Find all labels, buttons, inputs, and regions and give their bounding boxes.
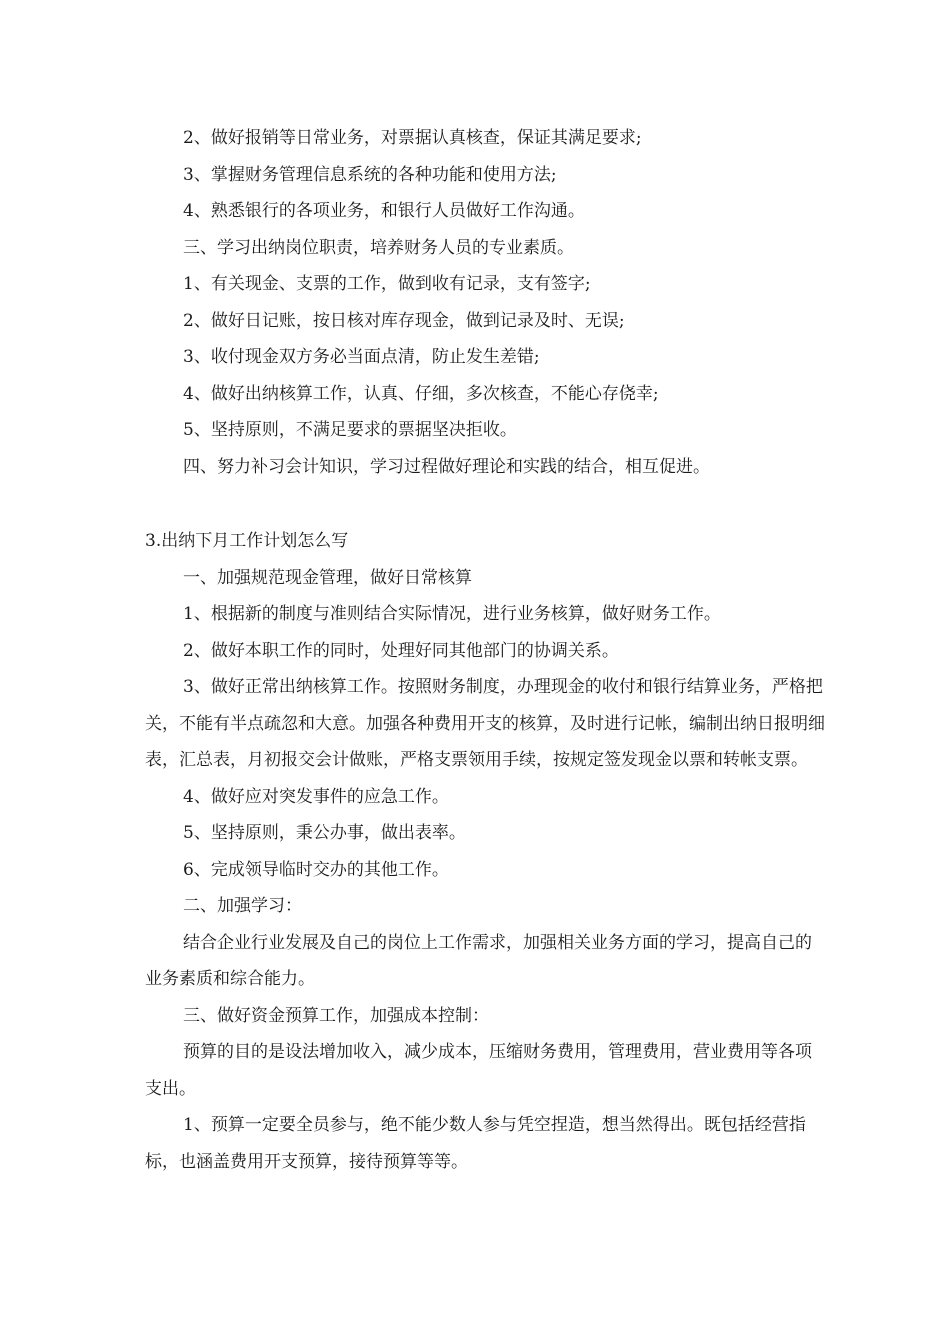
paragraph: 结合企业行业发展及自己的岗位上工作需求，加强相关业务方面的学习，提高自己的业务素质和综合能力。 [145, 932, 812, 989]
paragraph: 1、根据新的制度与准则结合实际情况，进行业务核算，做好财务工作。 [183, 604, 721, 624]
paragraph: 一、加强规范现金管理，做好日常核算 [183, 567, 472, 588]
paragraph: 6、完成领导临时交办的其他工作。 [183, 859, 449, 880]
paragraph: 2、做好报销等日常业务，对票据认真核查，保证其满足要求; [183, 128, 642, 148]
section-3 [145, 523, 825, 1180]
paragraph: 5、坚持原则，不满足要求的票据坚决拒收。 [183, 420, 517, 440]
paragraph: 二、加强学习： [183, 896, 302, 916]
paragraph: 3、收付现金双方务必当面点清，防止发生差错; [183, 347, 540, 367]
paragraph: 2、做好本职工作的同时，处理好同其他部门的协调关系。 [183, 640, 619, 661]
paragraph: 预算的目的是设法增加收入，减少成本，压缩财务费用，管理费用，营业费用等各项支出。 [145, 1042, 812, 1099]
document-page [145, 120, 825, 1180]
paragraph: 三、做好资金预算工作，加强成本控制： [183, 1005, 489, 1026]
paragraph: 三、学习出纳岗位职责，培养财务人员的专业素质。 [183, 237, 574, 258]
paragraph: 5、坚持原则，秉公办事，做出表率。 [183, 823, 466, 843]
paragraph: 3、做好正常出纳核算工作。按照财务制度，办理现金的收付和银行结算业务，严格把关，不能有半点疏忽和大意。加强各种费用开支的核算，及时进行记帐，编制出纳日报明细表，汇总表，月初报交会计做账，严格支票领用手续，按规定签发现金以票和转帐支票。 [145, 677, 825, 770]
paragraph: 4、做好应对突发事件的应急工作。 [183, 786, 449, 807]
paragraph: 四、努力补习会计知识，学习过程做好理论和实践的结合，相互促进。 [183, 456, 710, 477]
paragraph: 2、做好日记账，按日核对库存现金，做到记录及时、无误; [183, 310, 625, 331]
paragraph: 4、做好出纳核算工作，认真、仔细，多次核查，不能心存侥幸; [183, 383, 659, 404]
paragraph: 3、掌握财务管理信息系统的各种功能和使用方法; [183, 164, 557, 185]
previous-section [145, 120, 825, 485]
paragraph: 4、熟悉银行的各项业务，和银行人员做好工作沟通。 [183, 201, 585, 221]
spacer [145, 485, 825, 523]
paragraph: 1、有关现金、支票的工作，做到收有记录，支有签字; [183, 274, 591, 294]
paragraph: 1、预算一定要全员参与，绝不能少数人参与凭空捏造，想当然得出。既包括经营指标，也涵盖费用开支预算，接待预算等等。 [145, 1115, 806, 1172]
section-title: 3.出纳下月工作计划怎么写 [145, 531, 349, 551]
